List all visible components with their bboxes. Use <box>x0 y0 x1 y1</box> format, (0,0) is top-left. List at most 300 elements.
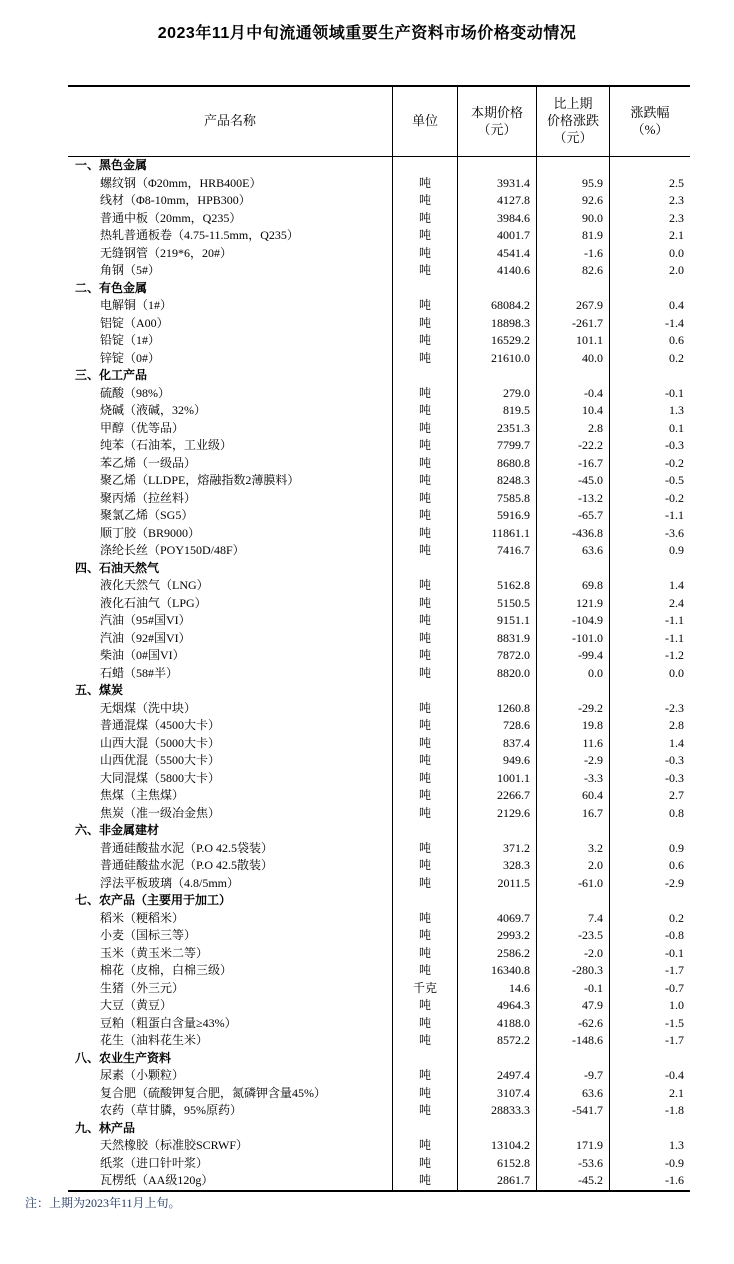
price-cell: 16340.8 <box>458 962 537 980</box>
pct-cell: 2.8 <box>669 718 684 732</box>
unit-cell: 吨 <box>393 297 458 315</box>
unit-cell: 吨 <box>393 962 458 980</box>
change-cell: -65.7 <box>537 507 610 525</box>
pct-cell: -1.8 <box>665 1103 684 1117</box>
table-row <box>68 1085 690 1103</box>
product-name-cell: 浮法平板玻璃（4.8/5mm） <box>68 875 393 893</box>
pct-cell: -0.1 <box>665 385 684 400</box>
pct-cell: 0.9 <box>669 840 684 855</box>
change-cell: 171.9 <box>537 1137 610 1155</box>
price-cell: 18898.3 <box>458 315 537 333</box>
unit-cell: 吨 <box>393 262 458 280</box>
table-row <box>68 1102 690 1120</box>
change-cell: -53.6 <box>537 1155 610 1173</box>
price-cell: 8248.3 <box>458 472 537 490</box>
pct-cell <box>610 822 690 840</box>
product-name-cell: 九、林产品 <box>68 1120 393 1138</box>
pct-cell <box>610 280 690 298</box>
product-name-cell: 聚丙烯（拉丝料） <box>68 490 393 508</box>
price-cell: 371.2 <box>458 840 537 858</box>
price-cell: 2351.3 <box>458 420 537 438</box>
price-cell: 4541.4 <box>458 245 537 263</box>
pct-cell <box>610 892 690 910</box>
pct-cell: -1.1 <box>665 630 684 645</box>
unit-cell: 吨 <box>393 945 458 963</box>
change-cell: -2.9 <box>537 752 610 770</box>
change-cell: -101.0 <box>537 630 610 648</box>
pct-cell: -0.3 <box>665 438 684 452</box>
change-cell <box>537 1120 610 1138</box>
unit-cell <box>393 1050 458 1068</box>
price-table <box>68 85 690 1192</box>
table-row <box>68 980 690 998</box>
unit-cell: 吨 <box>393 787 458 805</box>
table-body <box>68 157 690 1190</box>
pct-cell: 0.6 <box>669 858 684 872</box>
change-cell: 81.9 <box>537 227 610 245</box>
change-cell: -13.2 <box>537 490 610 508</box>
price-cell: 28833.3 <box>458 1102 537 1120</box>
table-row <box>68 770 690 788</box>
change-cell: -261.7 <box>537 315 610 333</box>
price-cell <box>458 892 537 910</box>
unit-cell: 吨 <box>393 1015 458 1033</box>
unit-cell: 吨 <box>393 840 458 858</box>
pct-cell: 0.0 <box>669 665 684 680</box>
change-cell: -9.7 <box>537 1067 610 1085</box>
unit-cell: 吨 <box>393 1102 458 1120</box>
unit-cell <box>393 1120 458 1138</box>
table-row <box>68 1067 690 1085</box>
unit-cell: 吨 <box>393 507 458 525</box>
pct-cell: 0.6 <box>669 333 684 347</box>
pct-cell: -1.5 <box>665 1015 684 1030</box>
unit-cell: 吨 <box>393 1032 458 1050</box>
pct-cell: 2.7 <box>669 788 684 802</box>
price-cell: 4964.3 <box>458 997 537 1015</box>
table-row <box>68 402 690 420</box>
change-cell: 16.7 <box>537 805 610 823</box>
product-name-cell: 石蜡（58#半） <box>68 665 393 683</box>
price-cell <box>458 560 537 578</box>
change-cell <box>537 822 610 840</box>
unit-cell: 吨 <box>393 595 458 613</box>
product-name-cell: 花生（油料花生米） <box>68 1032 393 1050</box>
table-row <box>68 857 690 875</box>
price-cell: 68084.2 <box>458 297 537 315</box>
price-cell: 13104.2 <box>458 1137 537 1155</box>
product-name-cell: 七、农产品（主要用于加工） <box>68 892 393 910</box>
unit-cell: 吨 <box>393 647 458 665</box>
pct-cell: -1.4 <box>665 315 684 330</box>
pct-cell: 2.5 <box>669 175 684 190</box>
price-cell: 7872.0 <box>458 647 537 665</box>
pct-cell: -0.2 <box>665 490 684 505</box>
change-cell <box>537 892 610 910</box>
unit-cell: 吨 <box>393 437 458 455</box>
change-cell: 95.9 <box>537 175 610 193</box>
change-cell: 92.6 <box>537 192 610 210</box>
pct-cell: 1.3 <box>669 403 684 417</box>
change-cell: -99.4 <box>537 647 610 665</box>
pct-cell <box>610 1050 690 1068</box>
product-name-cell: 液化石油气（LPG） <box>68 595 393 613</box>
change-cell <box>537 157 610 175</box>
category-row <box>68 1120 690 1138</box>
pct-cell: -3.6 <box>665 525 684 540</box>
change-cell: 47.9 <box>537 997 610 1015</box>
unit-cell: 吨 <box>393 577 458 595</box>
table-row <box>68 455 690 473</box>
unit-cell: 吨 <box>393 612 458 630</box>
change-cell: 3.2 <box>537 840 610 858</box>
price-cell: 8572.2 <box>458 1032 537 1050</box>
change-cell: -45.0 <box>537 472 610 490</box>
price-cell: 8831.9 <box>458 630 537 648</box>
unit-cell <box>393 367 458 385</box>
category-row <box>68 822 690 840</box>
pct-cell <box>610 560 690 578</box>
table-row <box>68 927 690 945</box>
product-name-cell: 硫酸（98%） <box>68 385 393 403</box>
product-name-cell: 无缝钢管（219*6，20#） <box>68 245 393 263</box>
table-row <box>68 945 690 963</box>
price-cell: 2266.7 <box>458 787 537 805</box>
change-cell: -29.2 <box>537 700 610 718</box>
pct-cell: 1.0 <box>669 998 684 1012</box>
price-cell: 8820.0 <box>458 665 537 683</box>
table-row <box>68 805 690 823</box>
unit-cell: 吨 <box>393 770 458 788</box>
unit-cell: 吨 <box>393 857 458 875</box>
unit-cell: 吨 <box>393 490 458 508</box>
product-name-cell: 二、有色金属 <box>68 280 393 298</box>
product-name-cell: 液化天然气（LNG） <box>68 577 393 595</box>
unit-cell: 吨 <box>393 1085 458 1103</box>
pct-cell: 0.2 <box>669 350 684 365</box>
price-cell: 2497.4 <box>458 1067 537 1085</box>
pct-cell: -1.1 <box>665 508 684 522</box>
product-name-cell: 玉米（黄玉米二等） <box>68 945 393 963</box>
pct-cell: -1.1 <box>665 613 684 627</box>
price-cell: 6152.8 <box>458 1155 537 1173</box>
pct-cell: 1.4 <box>669 578 684 592</box>
unit-cell: 吨 <box>393 210 458 228</box>
category-row <box>68 682 690 700</box>
price-cell: 3107.4 <box>458 1085 537 1103</box>
product-name-cell: 五、煤炭 <box>68 682 393 700</box>
change-cell: 267.9 <box>537 297 610 315</box>
product-name-cell: 汽油（92#国VI） <box>68 630 393 648</box>
pct-cell: 0.1 <box>669 420 684 435</box>
table-row <box>68 175 690 193</box>
product-name-cell: 生猪（外三元） <box>68 980 393 998</box>
pct-cell: 0.4 <box>669 298 684 312</box>
table-row <box>68 525 690 543</box>
unit-cell: 千克 <box>393 980 458 998</box>
header-product-name: 产品名称 <box>68 87 393 156</box>
unit-cell: 吨 <box>393 192 458 210</box>
unit-cell <box>393 560 458 578</box>
change-cell <box>537 682 610 700</box>
unit-cell: 吨 <box>393 805 458 823</box>
price-cell: 819.5 <box>458 402 537 420</box>
change-cell: 0.0 <box>537 665 610 683</box>
unit-cell: 吨 <box>393 1155 458 1173</box>
unit-cell: 吨 <box>393 927 458 945</box>
price-cell <box>458 822 537 840</box>
pct-cell: -0.8 <box>665 928 684 942</box>
change-cell: 7.4 <box>537 910 610 928</box>
price-cell <box>458 1050 537 1068</box>
table-row <box>68 1015 690 1033</box>
unit-cell: 吨 <box>393 542 458 560</box>
price-cell: 4001.7 <box>458 227 537 245</box>
product-name-cell: 复合肥（硫酸钾复合肥，氮磷钾含量45%） <box>68 1085 393 1103</box>
unit-cell: 吨 <box>393 735 458 753</box>
category-row <box>68 892 690 910</box>
product-name-cell: 三、化工产品 <box>68 367 393 385</box>
price-cell: 4127.8 <box>458 192 537 210</box>
table-row <box>68 385 690 403</box>
product-name-cell: 瓦楞纸（AA级120g） <box>68 1172 393 1190</box>
unit-cell: 吨 <box>393 315 458 333</box>
price-cell: 16529.2 <box>458 332 537 350</box>
pct-cell: -1.7 <box>665 963 684 977</box>
product-name-cell: 柴油（0#国VI） <box>68 647 393 665</box>
product-name-cell: 汽油（95#国VI） <box>68 612 393 630</box>
header-price-change: 比上期 价格涨跌 （元） <box>537 87 610 156</box>
product-name-cell: 聚乙烯（LLDPE，熔融指数2薄膜料） <box>68 472 393 490</box>
page-title: 2023年11月中旬流通领域重要生产资料市场价格变动情况 <box>157 25 577 42</box>
pct-cell: -0.3 <box>665 753 684 767</box>
change-cell: -23.5 <box>537 927 610 945</box>
price-cell: 728.6 <box>458 717 537 735</box>
price-cell <box>458 367 537 385</box>
price-cell: 7799.7 <box>458 437 537 455</box>
table-row <box>68 437 690 455</box>
pct-cell: -0.1 <box>665 945 684 960</box>
product-name-cell: 涤纶长丝（POY150D/48F） <box>68 542 393 560</box>
table-row <box>68 647 690 665</box>
pct-cell: 0.8 <box>669 805 684 820</box>
table-row <box>68 665 690 683</box>
unit-cell: 吨 <box>393 525 458 543</box>
product-name-cell: 角钢（5#） <box>68 262 393 280</box>
price-cell: 2586.2 <box>458 945 537 963</box>
table-row <box>68 910 690 928</box>
change-cell: -62.6 <box>537 1015 610 1033</box>
header-change-pct: 涨跌幅 （%） <box>630 104 670 137</box>
change-cell: 69.8 <box>537 577 610 595</box>
pct-cell <box>610 1120 690 1138</box>
price-cell: 4188.0 <box>458 1015 537 1033</box>
product-name-cell: 烧碱（液碱，32%） <box>68 402 393 420</box>
change-cell: 40.0 <box>537 350 610 368</box>
price-cell: 11861.1 <box>458 525 537 543</box>
product-name-cell: 大同混煤（5800大卡） <box>68 770 393 788</box>
table-row <box>68 490 690 508</box>
table-row <box>68 542 690 560</box>
unit-cell: 吨 <box>393 175 458 193</box>
change-cell: 101.1 <box>537 332 610 350</box>
pct-cell: -0.4 <box>665 1068 684 1082</box>
change-cell: 11.6 <box>537 735 610 753</box>
category-row <box>68 367 690 385</box>
product-name-cell: 一、黑色金属 <box>68 157 393 175</box>
change-cell: -436.8 <box>537 525 610 543</box>
pct-cell: 1.4 <box>669 735 684 750</box>
price-cell: 7585.8 <box>458 490 537 508</box>
table-row <box>68 595 690 613</box>
pct-cell: 0.2 <box>669 910 684 925</box>
table-row <box>68 1032 690 1050</box>
change-cell: -0.4 <box>537 385 610 403</box>
pct-cell: -0.5 <box>665 473 684 487</box>
header-unit: 单位 <box>393 87 458 156</box>
price-cell: 3931.4 <box>458 175 537 193</box>
product-name-cell: 焦煤（主焦煤） <box>68 787 393 805</box>
unit-cell: 吨 <box>393 910 458 928</box>
pct-cell: 0.9 <box>669 543 684 557</box>
change-cell: 90.0 <box>537 210 610 228</box>
table-row <box>68 297 690 315</box>
pct-cell <box>610 157 690 175</box>
product-name-cell: 纯苯（石油苯，工业级） <box>68 437 393 455</box>
change-cell: -16.7 <box>537 455 610 473</box>
price-cell: 7416.7 <box>458 542 537 560</box>
product-name-cell: 螺纹钢（Φ20mm，HRB400E） <box>68 175 393 193</box>
change-cell: -45.2 <box>537 1172 610 1190</box>
table-row <box>68 735 690 753</box>
product-name-cell: 棉花（皮棉，白棉三级） <box>68 962 393 980</box>
product-name-cell: 顺丁胶（BR9000） <box>68 525 393 543</box>
product-name-cell: 焦炭（准一级冶金焦） <box>68 805 393 823</box>
product-name-cell: 八、农业生产资料 <box>68 1050 393 1068</box>
change-cell <box>537 560 610 578</box>
product-name-cell: 电解铜（1#） <box>68 297 393 315</box>
product-name-cell: 铅锭（1#） <box>68 332 393 350</box>
table-header-row <box>68 87 690 157</box>
unit-cell <box>393 822 458 840</box>
price-cell: 2129.6 <box>458 805 537 823</box>
change-cell: -148.6 <box>537 1032 610 1050</box>
price-cell: 4069.7 <box>458 910 537 928</box>
pct-cell: 2.4 <box>669 595 684 610</box>
change-cell <box>537 367 610 385</box>
price-cell: 5150.5 <box>458 595 537 613</box>
price-cell <box>458 1120 537 1138</box>
table-row <box>68 717 690 735</box>
product-name-cell: 大豆（黄豆） <box>68 997 393 1015</box>
change-cell: 60.4 <box>537 787 610 805</box>
table-row <box>68 472 690 490</box>
price-cell: 949.6 <box>458 752 537 770</box>
unit-cell: 吨 <box>393 455 458 473</box>
category-row <box>68 280 690 298</box>
product-name-cell: 山西大混（5000大卡） <box>68 735 393 753</box>
change-cell: -541.7 <box>537 1102 610 1120</box>
change-cell <box>537 1050 610 1068</box>
price-cell: 837.4 <box>458 735 537 753</box>
unit-cell: 吨 <box>393 245 458 263</box>
change-cell: 2.0 <box>537 857 610 875</box>
change-cell: -61.0 <box>537 875 610 893</box>
table-row <box>68 962 690 980</box>
pct-cell: -0.7 <box>665 980 684 995</box>
pct-cell: 2.1 <box>669 1085 684 1100</box>
product-name-cell: 六、非金属建材 <box>68 822 393 840</box>
unit-cell: 吨 <box>393 227 458 245</box>
price-cell: 1260.8 <box>458 700 537 718</box>
unit-cell: 吨 <box>393 350 458 368</box>
price-cell <box>458 280 537 298</box>
unit-cell: 吨 <box>393 472 458 490</box>
table-row <box>68 752 690 770</box>
unit-cell <box>393 892 458 910</box>
header-current-price: 本期价格 （元） <box>458 87 537 156</box>
unit-cell: 吨 <box>393 717 458 735</box>
table-row <box>68 262 690 280</box>
unit-cell: 吨 <box>393 1067 458 1085</box>
pct-cell <box>610 682 690 700</box>
table-row <box>68 612 690 630</box>
unit-cell: 吨 <box>393 875 458 893</box>
price-cell: 14.6 <box>458 980 537 998</box>
table-row <box>68 840 690 858</box>
price-cell: 1001.1 <box>458 770 537 788</box>
table-row <box>68 210 690 228</box>
pct-cell: 2.3 <box>669 210 684 225</box>
product-name-cell: 四、石油天然气 <box>68 560 393 578</box>
pct-cell: -1.6 <box>665 1173 684 1187</box>
change-cell: -1.6 <box>537 245 610 263</box>
price-cell <box>458 682 537 700</box>
table-row <box>68 577 690 595</box>
table-row <box>68 1137 690 1155</box>
price-cell: 3984.6 <box>458 210 537 228</box>
unit-cell <box>393 280 458 298</box>
unit-cell: 吨 <box>393 1172 458 1190</box>
price-cell: 2861.7 <box>458 1172 537 1190</box>
pct-cell: -1.7 <box>665 1033 684 1047</box>
product-name-cell: 豆粕（粗蛋白含量≥43%） <box>68 1015 393 1033</box>
pct-cell <box>610 367 690 385</box>
table-row <box>68 507 690 525</box>
category-row <box>68 157 690 175</box>
change-cell: -3.3 <box>537 770 610 788</box>
price-cell: 5916.9 <box>458 507 537 525</box>
unit-cell: 吨 <box>393 630 458 648</box>
price-cell: 21610.0 <box>458 350 537 368</box>
pct-cell: -1.2 <box>665 648 684 662</box>
product-name-cell: 山西优混（5500大卡） <box>68 752 393 770</box>
change-cell <box>537 280 610 298</box>
pct-cell: 2.1 <box>669 228 684 242</box>
change-cell: 10.4 <box>537 402 610 420</box>
product-name-cell: 纸浆（进口针叶浆） <box>68 1155 393 1173</box>
pct-cell: -0.3 <box>665 770 684 785</box>
product-name-cell: 铝锭（A00） <box>68 315 393 333</box>
product-name-cell: 线材（Φ8-10mm，HPB300） <box>68 192 393 210</box>
product-name-cell: 天然橡胶（标准胶SCRWF） <box>68 1137 393 1155</box>
pct-cell: -0.9 <box>665 1155 684 1170</box>
change-cell: -22.2 <box>537 437 610 455</box>
change-cell: 121.9 <box>537 595 610 613</box>
change-cell: -0.1 <box>537 980 610 998</box>
price-cell: 328.3 <box>458 857 537 875</box>
change-cell: -104.9 <box>537 612 610 630</box>
